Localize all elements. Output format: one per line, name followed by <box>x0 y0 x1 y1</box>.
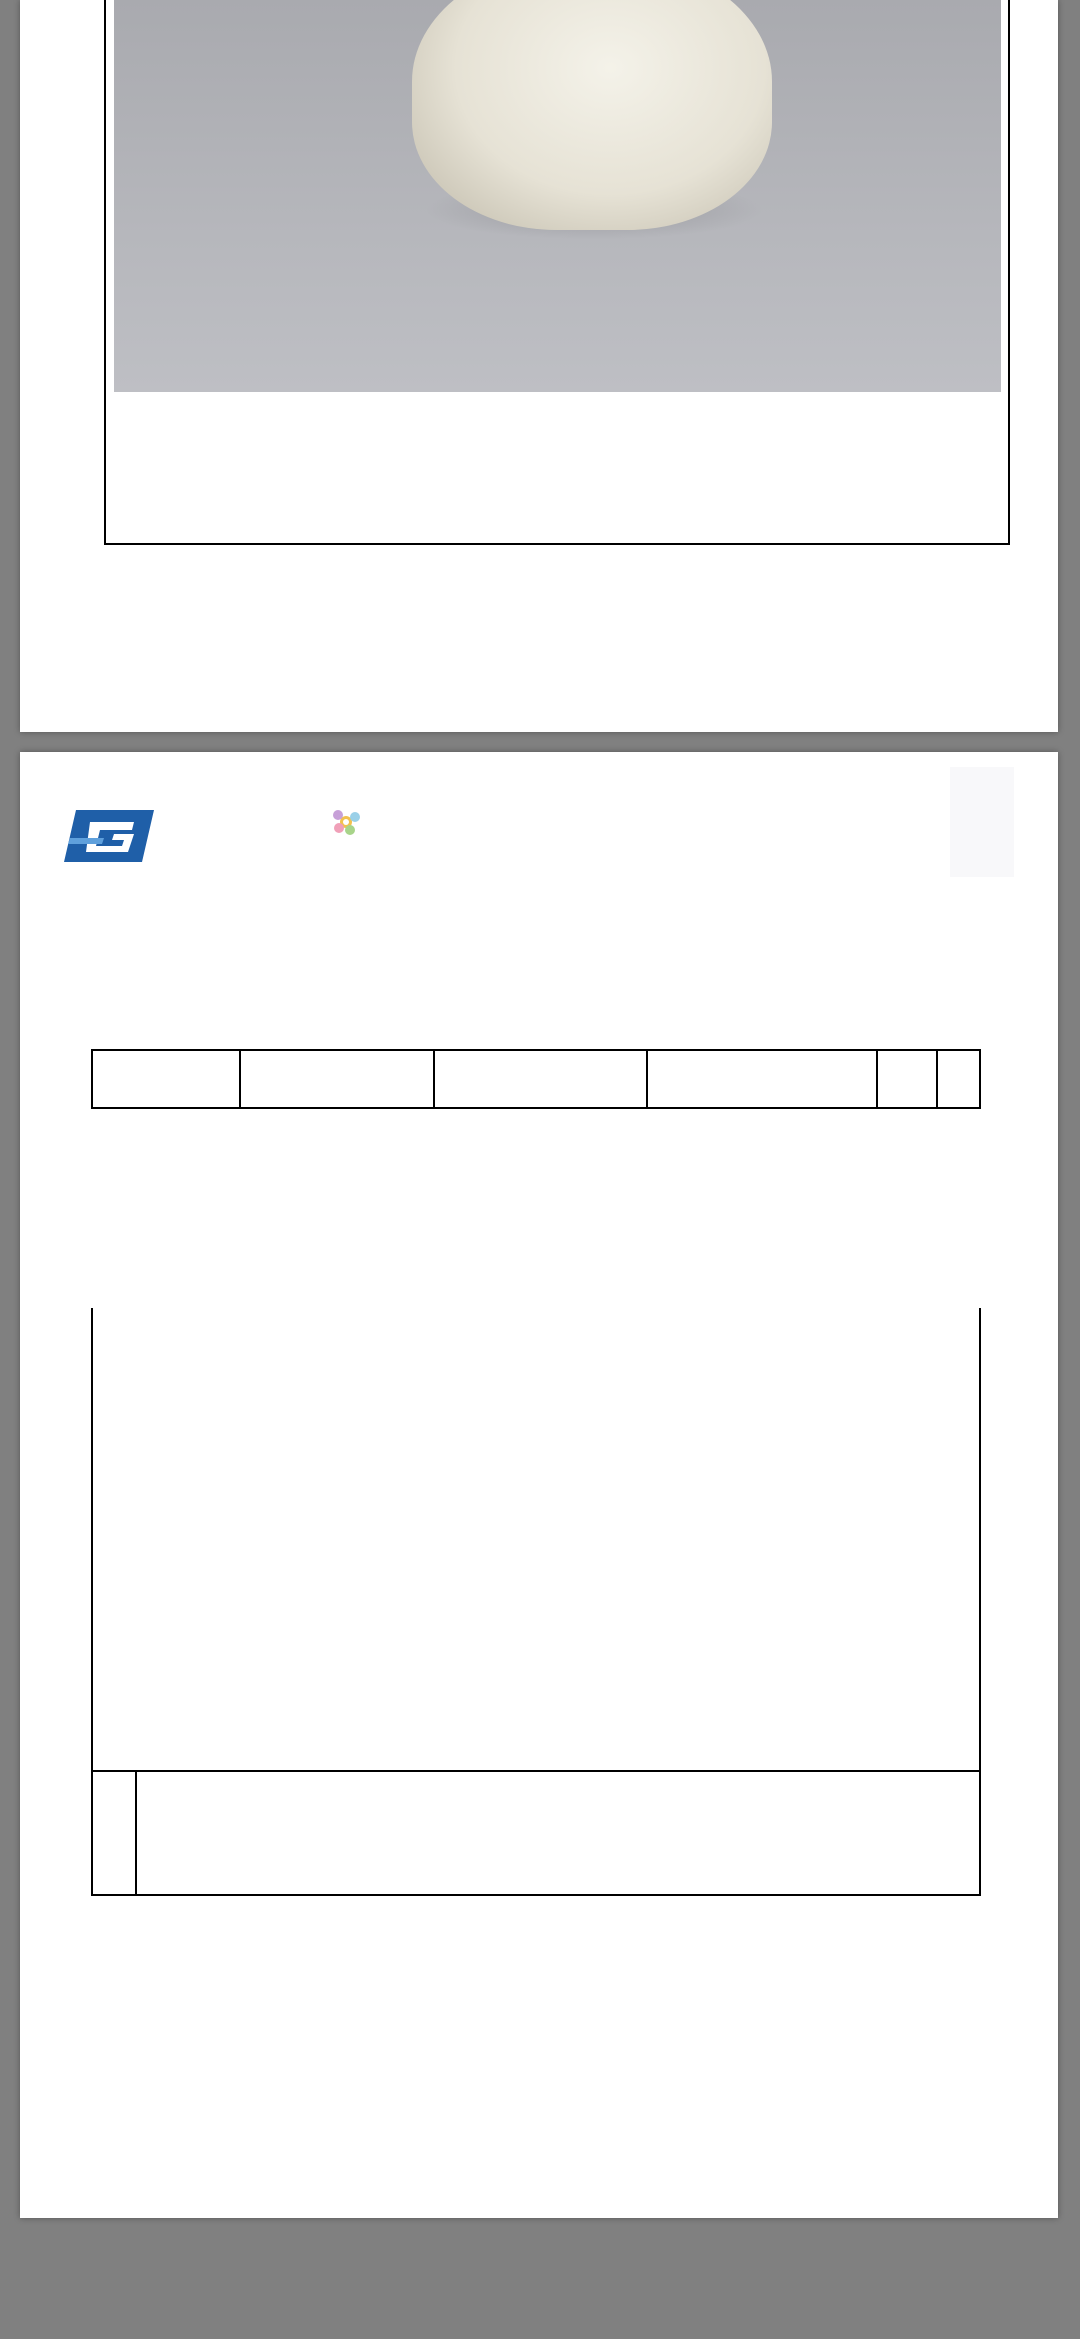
header-verdict <box>877 1050 937 1108</box>
header-item <box>92 1050 240 1108</box>
header-shade <box>950 767 1014 877</box>
page-footer <box>124 648 984 686</box>
table-blank-area <box>91 1308 981 1772</box>
lab-phone <box>694 2157 984 2176</box>
lab-phone <box>694 667 984 686</box>
gtt-logo <box>64 800 364 880</box>
down-sample-bag <box>412 0 772 230</box>
hq-phone <box>694 2138 984 2157</box>
page-footer <box>124 2138 984 2176</box>
gtt-logo-icon <box>64 800 364 880</box>
table-header-row <box>92 1050 980 1108</box>
header-result <box>647 1050 877 1108</box>
hq-phone <box>694 648 984 667</box>
remarks-section <box>91 1772 981 1896</box>
header-note <box>937 1050 980 1108</box>
report-page-2 <box>20 0 1058 732</box>
header-standard <box>434 1050 647 1108</box>
remarks-label <box>93 1772 137 1894</box>
report-page-3 <box>20 752 1058 2218</box>
sample-photo <box>114 0 1001 392</box>
report-title <box>20 922 1058 962</box>
header-method <box>240 1050 434 1108</box>
results-table <box>91 1049 981 1109</box>
